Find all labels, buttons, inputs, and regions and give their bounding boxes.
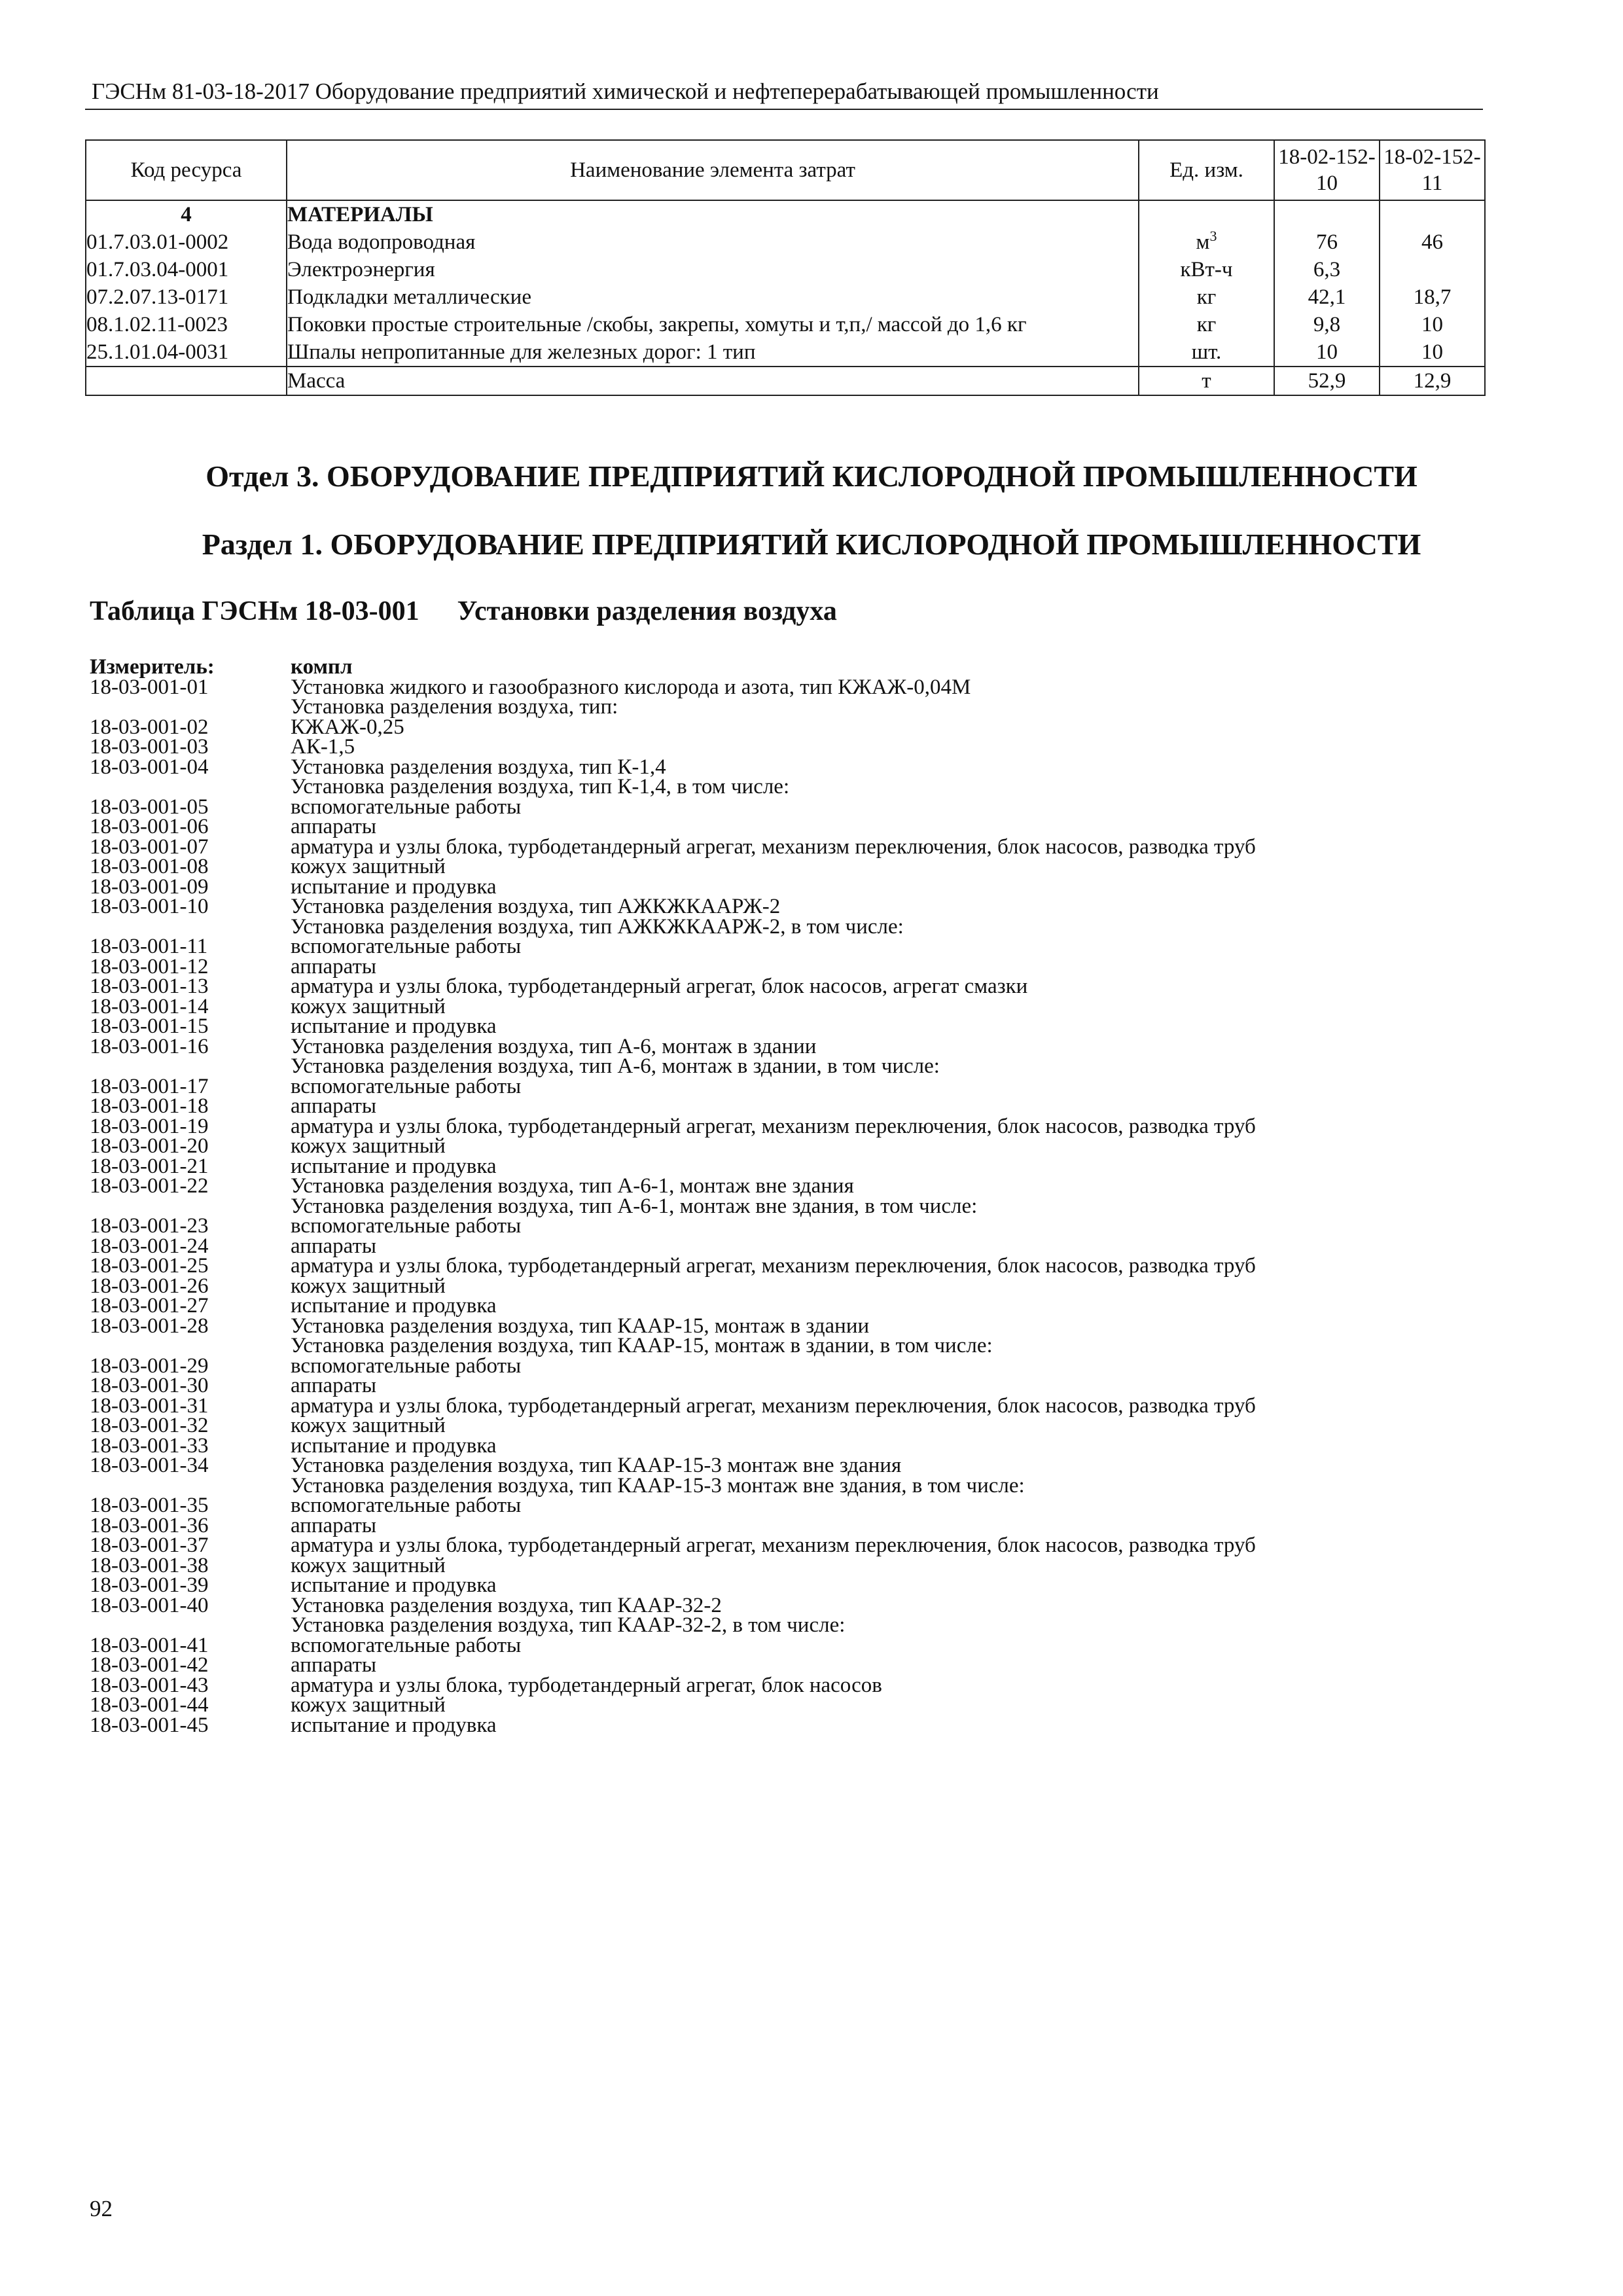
table-row <box>86 283 1485 311</box>
table-row <box>86 338 1485 367</box>
item-description: Установка разделения воздуха, тип КААР-32-2, в том числе: <box>291 1613 846 1637</box>
item-code: 18-03-001-28 <box>90 1314 209 1338</box>
list-item <box>90 834 1484 859</box>
list-item <box>90 1513 1484 1537</box>
list-item <box>90 1316 1484 1336</box>
value-norm-10: 76 <box>1274 228 1380 256</box>
item-description: арматура и узлы блока, турбодетандерный агрегат, механизм переключения, блок насосов, разводка труб <box>291 1254 1256 1278</box>
item-code: 18-03-001-10 <box>90 895 209 918</box>
item-code: 18-03-001-14 <box>90 994 209 1018</box>
item-description: испытание и продувка <box>291 1713 497 1737</box>
resource-unit: кВт-ч <box>1139 256 1274 283</box>
list-item <box>90 1593 1484 1617</box>
list-item <box>90 1433 1484 1458</box>
item-description: арматура и узлы блока, турбодетандерный агрегат, механизм переключения, блок насосов, разводка труб <box>291 1534 1256 1557</box>
item-description: кожух защитный <box>291 1693 446 1717</box>
item-code: 18-03-001-39 <box>90 1573 209 1597</box>
item-description: аппараты <box>291 815 377 838</box>
section-number: 4 <box>86 200 287 228</box>
list-item <box>90 1356 1484 1376</box>
item-code: 18-03-001-09 <box>90 874 209 899</box>
item-description: кожух защитный <box>291 855 446 878</box>
list-item <box>90 1535 1484 1556</box>
item-code: 18-03-001-02 <box>90 715 209 739</box>
list-item <box>90 1034 1484 1058</box>
resource-code: 07.2.07.13-0171 <box>86 283 287 311</box>
item-code: 18-03-001-13 <box>90 975 209 998</box>
list-item <box>90 1473 1484 1498</box>
item-description: Установка жидкого и газообразного кислорода и азота, тип КЖАЖ-0,04М <box>291 675 971 699</box>
item-description: Установка разделения воздуха, тип К-1,4, в том числе: <box>291 775 790 798</box>
item-description: вспомогательные работы <box>291 795 522 819</box>
measure-row <box>90 657 1484 677</box>
list-item <box>90 1056 1484 1077</box>
item-description: аппараты <box>291 1094 377 1118</box>
list-item <box>90 897 1484 917</box>
item-code: 18-03-001-38 <box>90 1553 209 1577</box>
list-item <box>90 857 1484 877</box>
item-code: 18-03-001-26 <box>90 1274 209 1298</box>
resource-table <box>85 139 1486 396</box>
item-code: 18-03-001-36 <box>90 1513 209 1537</box>
table-title <box>90 594 837 628</box>
header-norm-11: 18-02-152-11 <box>1380 140 1485 200</box>
resource-name: Шпалы непропитанные для железных дорог: 1 тип <box>287 338 1139 367</box>
item-description: Установка разделения воздуха, тип АЖКЖКААРЖ-2, в том числе: <box>291 914 904 939</box>
header-cost-element: Наименование элемента затрат <box>287 140 1139 200</box>
list-item <box>90 697 1484 717</box>
list-item <box>90 677 1484 698</box>
item-description: аппараты <box>291 1653 377 1677</box>
item-code: 18-03-001-04 <box>90 755 209 779</box>
value-norm-11: 46 <box>1380 228 1485 256</box>
value-norm-11: 18,7 <box>1380 283 1485 311</box>
item-code: 18-03-001-11 <box>90 935 208 958</box>
item-description: Установка разделения воздуха, тип КААР-15-3 монтаж вне здания <box>291 1454 902 1477</box>
item-description: Установка разделения воздуха, тип К-1,4 <box>291 755 666 779</box>
item-code: 18-03-001-43 <box>90 1673 209 1697</box>
item-description: арматура и узлы блока, турбодетандерный агрегат, блок насосов, агрегат смазки <box>291 975 1028 998</box>
item-description: аппараты <box>291 954 377 978</box>
item-code: 18-03-001-33 <box>90 1433 209 1458</box>
item-description: испытание и продувка <box>291 1154 497 1178</box>
item-description: Установка разделения воздуха, тип А-6, монтаж в здании, в том числе: <box>291 1054 940 1078</box>
item-code: 18-03-001-18 <box>90 1094 209 1118</box>
table-title-id: Таблица ГЭСНм 18-03-001 <box>90 596 419 626</box>
list-item <box>90 937 1484 957</box>
header-resource-code: Код ресурса <box>86 140 287 200</box>
resource-name: Электроэнергия <box>287 256 1139 283</box>
item-description: аппараты <box>291 1513 377 1537</box>
item-code: 18-03-001-29 <box>90 1354 209 1378</box>
item-description: Установка разделения воздуха, тип А-6, монтаж в здании <box>291 1034 817 1058</box>
mass-norm-11: 12,9 <box>1380 367 1485 395</box>
header-norm-10: 18-02-152-10 <box>1274 140 1380 200</box>
item-code: 18-03-001-20 <box>90 1134 209 1158</box>
header-unit: Ед. изм. <box>1139 140 1274 200</box>
item-description: Установка разделения воздуха, тип А-6-1, монтаж вне здания, в том числе: <box>291 1194 978 1218</box>
resource-unit: кг <box>1139 283 1274 311</box>
list-item <box>90 1236 1484 1257</box>
list-item <box>90 1456 1484 1476</box>
item-code: 18-03-001-35 <box>90 1494 209 1517</box>
list-item <box>90 1575 1484 1596</box>
list-item <box>90 1673 1484 1697</box>
list-item <box>90 1615 1484 1636</box>
item-description: вспомогательные работы <box>291 1214 522 1238</box>
mass-norm-10: 52,9 <box>1274 367 1380 395</box>
item-code: 18-03-001-42 <box>90 1653 209 1677</box>
list-item <box>90 1393 1484 1418</box>
item-description: вспомогательные работы <box>291 1494 522 1517</box>
item-description: аппараты <box>291 1234 377 1258</box>
list-item <box>90 717 1484 738</box>
list-item <box>90 954 1484 978</box>
item-code: 18-03-001-22 <box>90 1174 209 1198</box>
list-item <box>90 1074 1484 1098</box>
item-code: 18-03-001-34 <box>90 1454 209 1477</box>
mass-row <box>86 367 1485 395</box>
section-heading: Раздел 1. ОБОРУДОВАНИЕ ПРЕДПРИЯТИЙ КИСЛОРОДНОЙ ПРОМЫШЛЕННОСТИ <box>202 528 1421 561</box>
list-item <box>90 797 1484 817</box>
item-code: 18-03-001-45 <box>90 1713 209 1737</box>
item-code: 18-03-001-17 <box>90 1074 209 1098</box>
list-item <box>90 1376 1484 1396</box>
list-item <box>90 1496 1484 1516</box>
item-code: 18-03-001-44 <box>90 1693 209 1717</box>
item-code: 18-03-001-27 <box>90 1294 209 1318</box>
mass-unit: т <box>1139 367 1274 395</box>
item-description: испытание и продувка <box>291 1014 497 1038</box>
list-item <box>90 1336 1484 1356</box>
value-norm-10: 6,3 <box>1274 256 1380 283</box>
list-item <box>90 1154 1484 1178</box>
item-description: арматура и узлы блока, турбодетандерный агрегат, механизм переключения, блок насосов, разводка труб <box>291 834 1256 859</box>
item-code: 18-03-001-03 <box>90 735 209 759</box>
list-item <box>90 994 1484 1018</box>
item-description: аппараты <box>291 1374 377 1397</box>
value-norm-10: 9,8 <box>1274 311 1380 338</box>
norm-items-list <box>90 657 1484 1735</box>
value-norm-11 <box>1380 256 1485 283</box>
item-code: 18-03-001-08 <box>90 855 209 878</box>
list-item <box>90 1096 1484 1117</box>
resource-code: 25.1.01.04-0031 <box>86 338 287 367</box>
item-description: вспомогательные работы <box>291 1633 522 1657</box>
item-code: 18-03-001-30 <box>90 1374 209 1397</box>
value-norm-10: 42,1 <box>1274 283 1380 311</box>
resource-unit: $м^3$ <box>1139 228 1274 256</box>
list-item <box>90 1016 1484 1037</box>
item-description: Установка разделения воздуха, тип КААР-15, монтаж в здании <box>291 1314 870 1338</box>
item-code: 18-03-001-40 <box>90 1593 209 1617</box>
item-code: 18-03-001-21 <box>90 1154 209 1178</box>
item-description: кожух защитный <box>291 1134 446 1158</box>
table-title-name: Установки разделения воздуха <box>457 596 837 626</box>
list-item <box>90 757 1484 778</box>
list-item <box>90 1136 1484 1157</box>
measure-label: Измеритель: <box>90 655 215 679</box>
item-description: арматура и узлы блока, турбодетандерный агрегат, механизм переключения, блок насосов, разводка труб <box>291 1114 1256 1138</box>
item-code: 18-03-001-25 <box>90 1254 209 1278</box>
item-description: испытание и продувка <box>291 1294 497 1318</box>
table-row <box>86 200 1485 228</box>
item-description: Установка разделения воздуха, тип: <box>291 695 618 719</box>
table-row <box>86 256 1485 283</box>
item-description: АК-1,5 <box>291 735 355 759</box>
table-header-row <box>86 140 1485 200</box>
item-code: 18-03-001-12 <box>90 954 209 978</box>
item-description: вспомогательные работы <box>291 1074 522 1098</box>
table-row <box>86 228 1485 256</box>
list-item <box>90 1296 1484 1316</box>
item-description: Установка разделения воздуха, тип КААР-32-2 <box>291 1593 722 1617</box>
list-item <box>90 1196 1484 1217</box>
list-item <box>90 914 1484 939</box>
item-code: 18-03-001-16 <box>90 1034 209 1058</box>
list-item <box>90 1715 1484 1736</box>
resource-name: Вода водопроводная <box>287 228 1139 256</box>
table-row <box>86 311 1485 338</box>
list-item <box>90 817 1484 837</box>
item-description: испытание и продувка <box>291 874 497 899</box>
running-header: ГЭСНм 81-03-18-2017 Оборудование предприятий химической и нефтеперерабатывающей промышленности <box>92 79 1159 104</box>
item-description: Установка разделения воздуха, тип КААР-15, монтаж в здании, в том числе: <box>291 1334 993 1357</box>
item-code: 18-03-001-37 <box>90 1534 209 1557</box>
item-description: кожух защитный <box>291 1414 446 1437</box>
list-item <box>90 1695 1484 1715</box>
list-item <box>90 1216 1484 1236</box>
department-heading: Отдел 3. ОБОРУДОВАНИЕ ПРЕДПРИЯТИЙ КИСЛОРОДНОЙ ПРОМЫШЛЕННОСТИ <box>205 459 1418 493</box>
resource-name: Подкладки металлические <box>287 283 1139 311</box>
item-code: 18-03-001-23 <box>90 1214 209 1238</box>
item-code: 18-03-001-31 <box>90 1393 209 1418</box>
item-description: испытание и продувка <box>291 1433 497 1458</box>
list-item <box>90 1633 1484 1657</box>
item-code: 18-03-001-24 <box>90 1234 209 1258</box>
item-description: кожух защитный <box>291 1553 446 1577</box>
value-norm-10: 10 <box>1274 338 1380 367</box>
mass-label: Масса <box>287 367 1139 395</box>
item-description: Установка разделения воздуха, тип АЖКЖКААРЖ-2 <box>291 895 781 918</box>
list-item <box>90 1276 1484 1297</box>
list-item <box>90 1114 1484 1138</box>
list-item <box>90 1256 1484 1276</box>
list-item <box>90 1176 1484 1196</box>
item-code: 18-03-001-19 <box>90 1114 209 1138</box>
list-item <box>90 737 1484 757</box>
list-item <box>90 1655 1484 1676</box>
value-norm-11: 10 <box>1380 311 1485 338</box>
unit-superscript: 3 <box>1209 228 1217 244</box>
header-rule <box>85 109 1483 110</box>
item-code: 18-03-001-07 <box>90 834 209 859</box>
list-item <box>90 874 1484 899</box>
item-code: 18-03-001-01 <box>90 675 209 699</box>
resource-code: 01.7.03.01-0002 <box>86 228 287 256</box>
list-item <box>90 1416 1484 1436</box>
item-description: арматура и узлы блока, турбодетандерный агрегат, механизм переключения, блок насосов, разводка труб <box>291 1393 1256 1418</box>
item-code: 18-03-001-05 <box>90 795 209 819</box>
measure-value: компл <box>291 655 353 679</box>
item-description: Установка разделения воздуха, тип КААР-15-3 монтаж вне здания, в том числе: <box>291 1473 1025 1498</box>
page-number: 92 <box>90 2196 113 2221</box>
item-description: Установка разделения воздуха, тип А-6-1, монтаж вне здания <box>291 1174 854 1198</box>
item-code: 18-03-001-32 <box>90 1414 209 1437</box>
item-description: кожух защитный <box>291 1274 446 1298</box>
list-item <box>90 777 1484 797</box>
item-description: испытание и продувка <box>291 1573 497 1597</box>
resource-name: Поковки простые строительные /скобы, закрепы, хомуты и т,п,/ массой до 1,6 кг <box>287 311 1139 338</box>
section-title: МАТЕРИАЛЫ <box>287 200 1139 228</box>
value-norm-11: 10 <box>1380 338 1485 367</box>
list-item <box>90 977 1484 997</box>
item-code: 18-03-001-41 <box>90 1633 209 1657</box>
item-description: КЖАЖ-0,25 <box>291 715 404 739</box>
item-description: вспомогательные работы <box>291 1354 522 1378</box>
item-description: вспомогательные работы <box>291 935 522 958</box>
resource-code <box>86 367 287 395</box>
item-code: 18-03-001-06 <box>90 815 209 838</box>
item-code: 18-03-001-15 <box>90 1014 209 1038</box>
resource-unit: кг <box>1139 311 1274 338</box>
resource-code: 01.7.03.04-0001 <box>86 256 287 283</box>
item-description: кожух защитный <box>291 994 446 1018</box>
resource-code: 08.1.02.11-0023 <box>86 311 287 338</box>
item-description: арматура и узлы блока, турбодетандерный агрегат, блок насосов <box>291 1673 882 1697</box>
resource-unit: шт. <box>1139 338 1274 367</box>
list-item <box>90 1553 1484 1577</box>
